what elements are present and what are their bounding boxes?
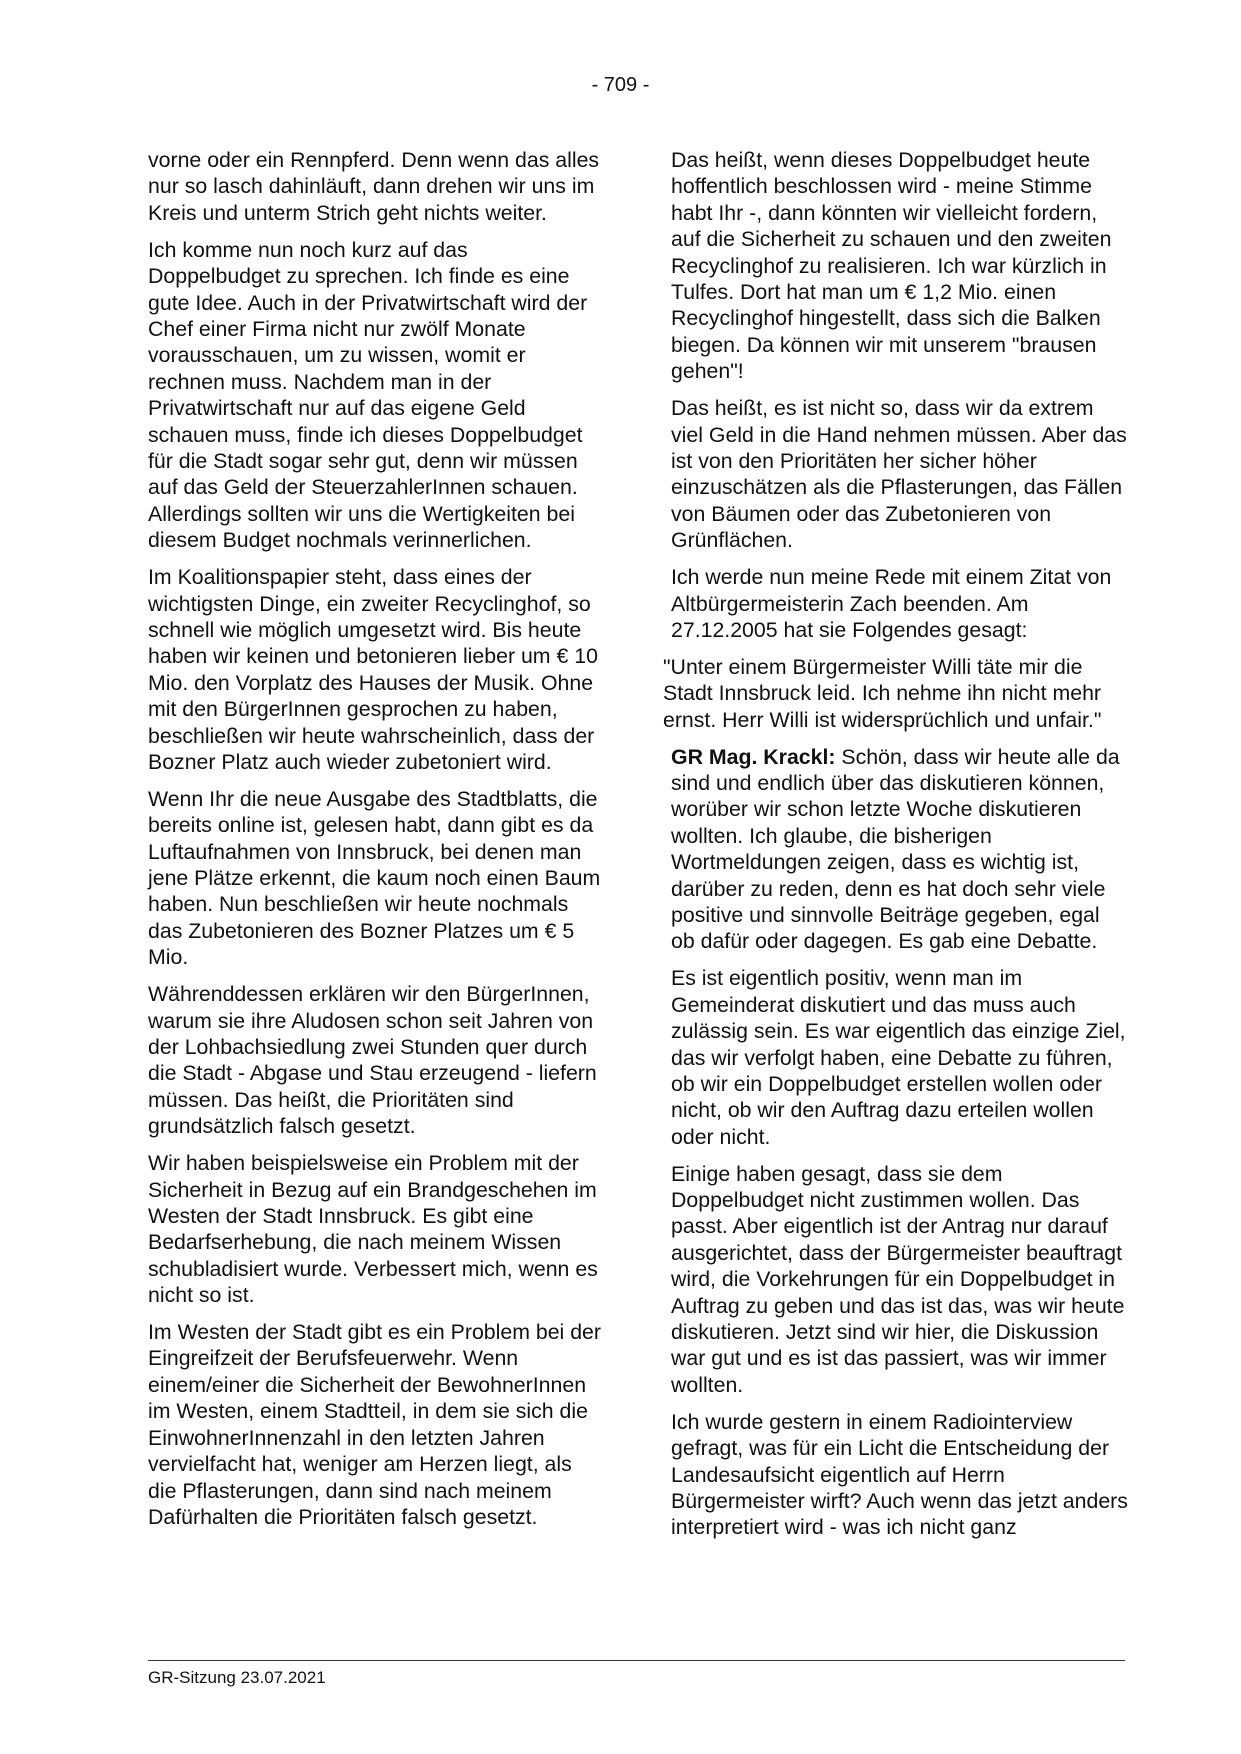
right-column bbox=[663, 147, 1129, 1551]
paragraph: vorne oder ein Rennpferd. Denn wenn das alles nur so lasch dahinläuft, dann drehen wir uns im Kreis und unterm Strich geht nichts weiter. bbox=[148, 148, 600, 225]
quote-paragraph: "Unter einem Bürgermeister Willi täte mir die Stadt Innsbruck leid. Ich nehme ihn nicht mehr ernst. Herr Willi ist widersprüchlich und unfair." bbox=[663, 654, 1102, 732]
speaker-name: GR Mag. Krackl: bbox=[671, 744, 836, 769]
footer-text: GR-Sitzung 23.07.2021 bbox=[148, 1668, 326, 1687]
paragraph: Ich wurde gestern in einem Radiointerview gefragt, was für ein Licht die Entscheidung der Landesaufsicht eigentlich auf Herrn Bürgermeister wirft? Auch wenn das jetzt anders interpretiert wird - was ich nicht ganz bbox=[671, 1409, 1128, 1540]
paragraph: Im Westen der Stadt gibt es ein Problem bei der Eingreifzeit der Berufsfeuerwehr. Wenn einem/einer die Sicherheit der BewohnerInnen im Westen, einem Stadtteil, in dem sie sich die EinwohnerInnenzahl in den letzten Jahren vervielfacht hat, weniger am Herzen liegt, als die Pflasterungen, dann sind nach meinem Dafürhalten die Prioritäten falsch gesetzt. bbox=[148, 1320, 601, 1529]
footer-divider bbox=[148, 1660, 1125, 1661]
speaker-paragraph bbox=[671, 744, 1129, 955]
paragraph: Das heißt, es ist nicht so, dass wir da extrem viel Geld in die Hand nehmen müssen. Aber das ist von den Prioritäten her sicher höher einzuschätzen als die Pflasterungen, das Fällen von Bäumen oder das Zubetonieren von Grünflächen. bbox=[671, 396, 1127, 553]
left-column bbox=[148, 147, 606, 1541]
paragraph: Im Koalitionspapier steht, dass eines der wichtigsten Dinge, ein zweiter Recyclinghof, so schnell wie möglich umgesetzt wird. Bis heute haben wir keinen und betonieren lieber um € 10 Mio. den Vorplatz des Hauses der Musik. Ohne mit den BürgerInnen gesprochen zu haben, beschließen wir heute wahrscheinlich, dass der Bozner Platz auch wieder zubetoniert wird. bbox=[148, 565, 598, 774]
paragraph: Wenn Ihr die neue Ausgabe des Stadtblatts, die bereits online ist, gelesen habt, dann gibt es da Luftaufnahmen von Innsbruck, bei denen man jene Plätze erkennt, die kaum noch einen Baum haben. Nun beschließen wir heute nochmals das Zubetonieren des Bozner Platzes um € 5 Mio. bbox=[148, 786, 601, 970]
speaker-text: Schön, dass wir heute alle da sind und endlich über das diskutieren können, worüber wir schon letzte Woche diskutieren wollten. Ich glaube, die bisherigen Wortmeldungen zeigen, dass es wichtig ist, darüber zu reden, denn es hat doch sehr viele positive und sinnvolle Beiträge gegeben, egal ob dafür oder dagegen. Es gab eine Debatte. bbox=[671, 744, 1120, 954]
paragraph: Das heißt, wenn dieses Doppelbudget heute hoffentlich beschlossen wird - meine Stimme habt Ihr -, dann könnten wir vielleicht fordern, auf die Sicherheit zu schauen und den zweiten Recyclinghof zu realisieren. Ich war kürzlich in Tulfes. Dort hat man um € 1,2 Mio. einen Recyclinghof hingestellt, dass sich die Balken biegen. Da können wir mit unserem "brausen gehen"! bbox=[671, 148, 1112, 384]
paragraph: Es ist eigentlich positiv, wenn man im Gemeinderat diskutiert und das muss auch zulässig sein. Es war eigentlich das einzige Ziel, das wir verfolgt haben, eine Debatte zu führen, ob wir ein Doppelbudget erstellen wollen oder nicht, ob wir den Auftrag dazu erteilen wollen oder nicht. bbox=[671, 966, 1126, 1149]
page-number: - 709 - bbox=[591, 74, 650, 96]
paragraph: Wir haben beispielsweise ein Problem mit der Sicherheit in Bezug auf ein Brandgeschehen im Westen der Stadt Innsbruck. Es gibt eine Bedarfserhebung, die nach meinem Wissen schubladisiert wurde. Verbessert mich, wenn es nicht so ist. bbox=[148, 1151, 598, 1308]
paragraph: Ich werde nun meine Rede mit einem Zitat von Altbürgermeisterin Zach beenden. Am 27.12.2005 hat sie Folgendes gesagt: bbox=[671, 565, 1112, 642]
paragraph: Einige haben gesagt, dass sie dem Doppelbudget nicht zustimmen wollen. Das passt. Aber eigentlich ist der Antrag nur darauf ausgerichtet, dass der Bürgermeister beauftragt wird, die Vorkehrungen für ein Doppelbudget in Auftrag zu geben und das ist das, was wir heute diskutieren. Jetzt sind wir hier, die Diskussion war gut und es ist das passiert, was wir immer wollten. bbox=[671, 1161, 1125, 1397]
paragraph: Währenddessen erklären wir den BürgerInnen, warum sie ihre Aludosen schon seit Jahren von der Lohbachsiedlung zwei Stunden quer durch die Stadt - Abgase und Stau erzeugend - liefern müssen. Das heißt, die Prioritäten sind grundsätzlich falsch gesetzt. bbox=[148, 982, 597, 1139]
paragraph: Ich komme nun noch kurz auf das Doppelbudget zu sprechen. Ich finde es eine gute Idee. Auch in der Privatwirtschaft wird der Chef einer Firma nicht nur zwölf Monate vorausschauen, um zu wissen, womit er rechnen muss. Nachdem man in der Privatwirtschaft nur auf das eigene Geld schauen muss, finde ich dieses Doppelbudget für die Stadt sogar sehr gut, denn wir müssen auf das Geld der SteuerzahlerInnen schauen. Allerdings sollten wir uns die Wertigkeiten bei diesem Budget nochmals verinnerlichen. bbox=[148, 237, 588, 553]
